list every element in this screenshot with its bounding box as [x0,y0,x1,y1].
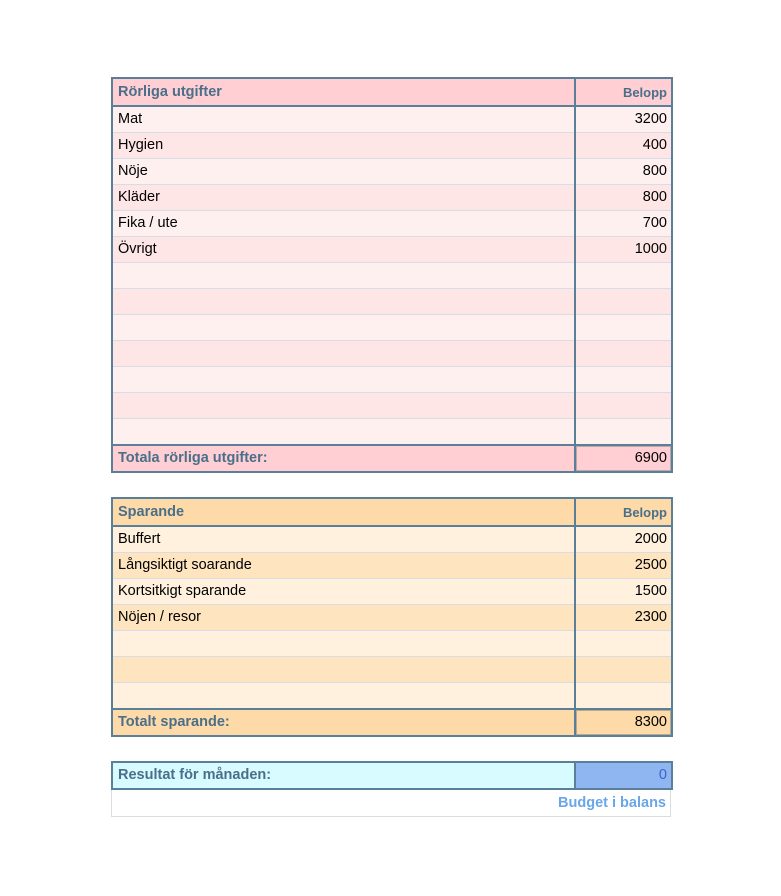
table-row [112,315,672,341]
row-label-cell[interactable]: Buffert [112,526,575,553]
row-label-cell[interactable]: Fika / ute [112,211,575,237]
row-amount-cell[interactable] [575,341,672,367]
row-amount-cell[interactable]: 800 [575,185,672,211]
total-row [112,709,672,736]
variable-expenses-table [111,77,673,473]
savings-table [111,497,673,737]
savings-header [112,498,672,526]
table-row [112,605,672,631]
spacer [111,737,671,761]
row-label-cell[interactable] [112,631,575,657]
row-amount-cell[interactable]: 3200 [575,106,672,133]
variable-expenses-title: Rörliga utgifter [112,78,575,106]
row-amount-cell[interactable]: 2500 [575,553,672,579]
total-row [112,445,672,472]
table-row [112,393,672,419]
table-row [112,289,672,315]
table-row [112,237,672,263]
row-amount-cell[interactable]: 700 [575,211,672,237]
table-row [112,211,672,237]
table-row [112,419,672,446]
table-row [112,367,672,393]
row-label-cell[interactable] [112,657,575,683]
row-label-cell[interactable] [112,683,575,710]
variable-expenses-header [112,78,672,106]
row-amount-cell[interactable]: 800 [575,159,672,185]
row-label-cell[interactable] [112,341,575,367]
row-amount-cell[interactable] [575,683,672,710]
row-amount-cell[interactable] [575,631,672,657]
row-amount-cell[interactable] [575,419,672,446]
row-label-cell[interactable] [112,393,575,419]
row-label-cell[interactable] [112,315,575,341]
result-label: Resultat för månaden: [112,762,575,789]
table-row [112,683,672,710]
table-row [112,159,672,185]
row-label-cell[interactable] [112,367,575,393]
result-table [111,761,673,790]
row-amount-cell[interactable] [575,657,672,683]
row-amount-cell[interactable] [575,367,672,393]
row-amount-cell[interactable] [575,263,672,289]
row-amount-cell[interactable]: 1000 [575,237,672,263]
table-row [112,526,672,553]
budget-status: Budget i balans [111,790,671,817]
row-amount-cell[interactable] [575,393,672,419]
row-label-cell[interactable]: Långsiktigt soarande [112,553,575,579]
table-row [112,657,672,683]
total-label: Totala rörliga utgifter: [112,445,575,472]
row-amount-cell[interactable] [575,289,672,315]
savings-title: Sparande [112,498,575,526]
row-label-cell[interactable]: Kläder [112,185,575,211]
total-value-cell[interactable]: 8300 [575,709,672,736]
row-label-cell[interactable] [112,263,575,289]
table-row [112,133,672,159]
total-label: Totalt sparande: [112,709,575,736]
result-row [112,762,672,789]
row-amount-cell[interactable]: 2000 [575,526,672,553]
table-row [112,631,672,657]
total-value-cell[interactable]: 6900 [575,445,672,472]
row-label-cell[interactable]: Kortsitkigt sparande [112,579,575,605]
row-label-cell[interactable] [112,289,575,315]
amount-column-header: Belopp [575,498,672,526]
row-amount-cell[interactable]: 400 [575,133,672,159]
row-label-cell[interactable]: Hygien [112,133,575,159]
row-amount-cell[interactable] [575,315,672,341]
row-label-cell[interactable] [112,419,575,446]
row-label-cell[interactable]: Nöjen / resor [112,605,575,631]
table-row [112,579,672,605]
table-row [112,553,672,579]
table-row [112,341,672,367]
row-label-cell[interactable]: Övrigt [112,237,575,263]
amount-column-header: Belopp [575,78,672,106]
row-label-cell[interactable]: Mat [112,106,575,133]
row-label-cell[interactable]: Nöje [112,159,575,185]
spacer [111,473,671,497]
row-amount-cell[interactable]: 1500 [575,579,672,605]
budget-sheet [111,77,671,817]
table-row [112,263,672,289]
result-value-cell[interactable]: 0 [575,762,672,789]
row-amount-cell[interactable]: 2300 [575,605,672,631]
table-row [112,185,672,211]
table-row [112,106,672,133]
